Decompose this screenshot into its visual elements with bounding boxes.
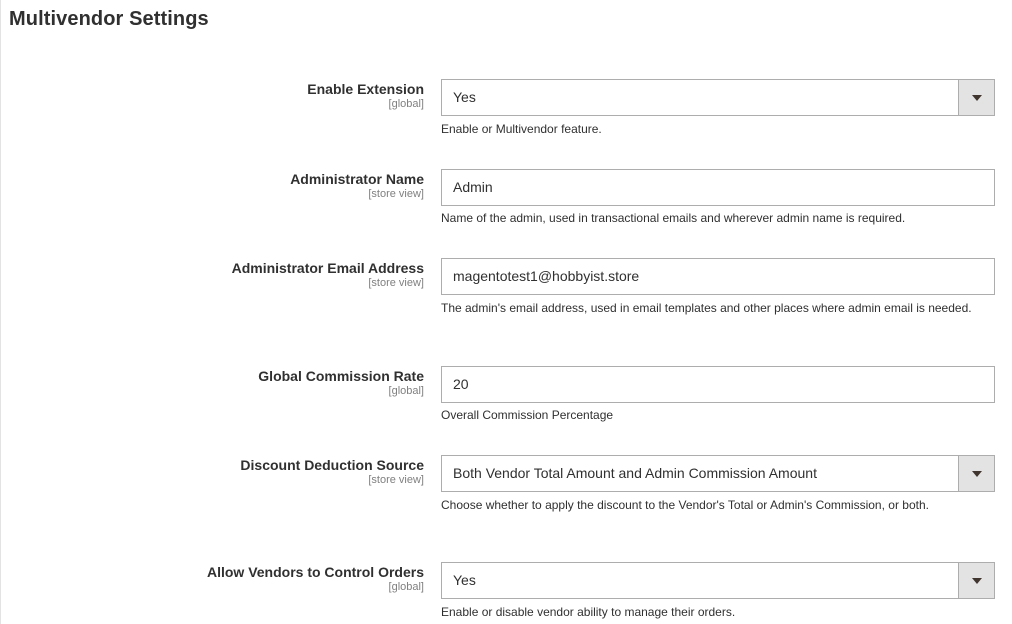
allow-vendors-control-orders-select[interactable] [441,562,995,599]
select-value: Yes [453,89,476,105]
field-note: The admin's email address, used in email templates and other places where admin email is needed. [441,301,972,315]
field-label-group [240,456,424,487]
field-label: Administrator Name [290,171,424,187]
field-label-group [307,80,424,111]
chevron-down-icon[interactable] [958,563,994,598]
field-note: Overall Commission Percentage [441,408,614,422]
field-label: Global Commission Rate [258,368,424,384]
scope-label: [global] [388,581,424,593]
field-label-group [258,367,424,398]
input-value: Admin [453,179,493,195]
select-value: Both Vendor Total Amount and Admin Commission Amount [453,465,817,481]
global-commission-rate-input[interactable] [441,366,995,403]
chevron-down-icon[interactable] [958,456,994,491]
field-label-group [207,563,424,594]
scope-label: [store view] [368,188,424,200]
chevron-down-icon[interactable] [958,80,994,115]
field-note: Name of the admin, used in transactional emails and wherever admin name is required. [441,211,906,225]
field-label: Enable Extension [307,81,424,97]
scope-label: [global] [388,98,424,110]
administrator-email-input[interactable] [441,258,995,295]
scope-label: [store view] [368,277,424,289]
administrator-name-input[interactable] [441,169,995,206]
select-value: Yes [453,572,476,588]
field-label: Allow Vendors to Control Orders [206,564,424,580]
field-note: Enable or Multivendor feature. [441,122,602,136]
discount-deduction-source-select[interactable] [441,455,995,492]
input-value: 20 [453,376,469,392]
field-label: Discount Deduction Source [240,457,424,473]
field-label-group [232,259,424,290]
section-title: Multivendor Settings [9,8,209,30]
field-label-group [290,170,424,201]
input-value: magentotest1@hobbyist.store [453,268,640,284]
field-label: Administrator Email Address [231,260,424,276]
scope-label: [global] [388,385,424,397]
field-note: Enable or disable vendor ability to manage their orders. [441,605,736,619]
enable-extension-select[interactable] [441,79,995,116]
field-note: Choose whether to apply the discount to the Vendor's Total or Admin's Commission, or both. [441,498,929,512]
scope-label: [store view] [368,474,424,486]
